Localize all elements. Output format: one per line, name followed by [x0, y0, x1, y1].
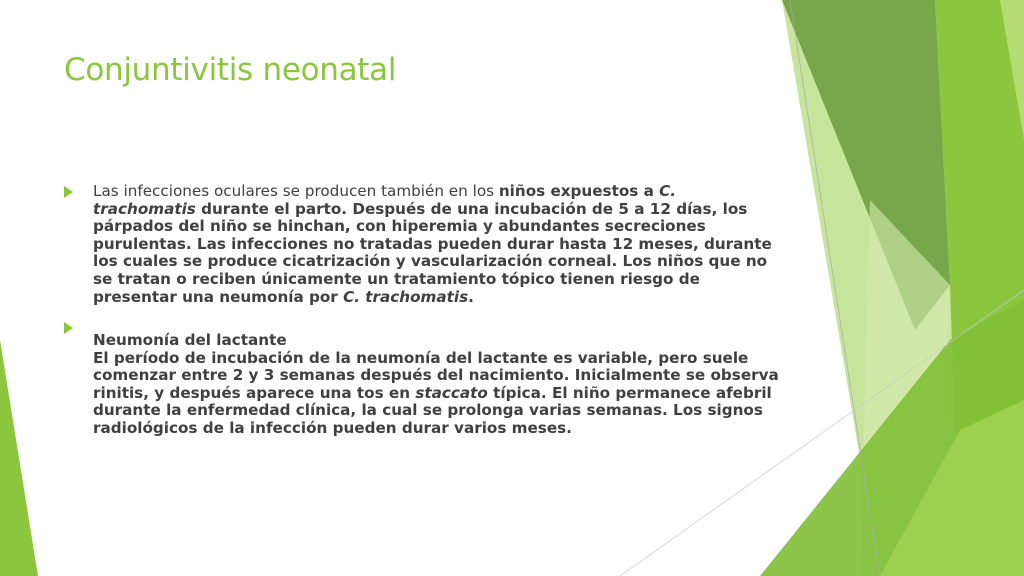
- bullet-1-text: [93, 183, 784, 306]
- bullet-1-species-a: C. trachomatis: [93, 182, 677, 218]
- bullet-arrow-icon: [64, 186, 73, 198]
- slide-title: Conjuntivitis neonatal: [64, 52, 397, 88]
- bullet-arrow-icon: [64, 322, 73, 334]
- bullet-1-species-b: C. trachomatis: [343, 287, 469, 306]
- bullet-item-1: [64, 183, 784, 306]
- bullet-1-lead: Las infecciones oculares se producen también en los: [93, 182, 499, 200]
- bullet-1-end: .: [468, 287, 474, 306]
- bullet-2-body-a: El período de incubación de la neumonía del lactante es variable, pero suele comenzar entre 2 y 3 semanas después del nacimiento. Inicialmente se observa rinitis, y después aparece una tos en: [93, 348, 779, 402]
- bullet-1-body: durante el parto. Después de una incubación de 5 a 12 días, los párpados del niño se hinchan, con hiperemia y abundantes secreciones purulentas. Las infecciones no tratadas pueden durar hasta 12 meses, durante los cuales se produce cicatrización y vascularización corneal. Los niños que no se tratan o reciben únicamente un tratamiento tópico tienen riesgo de presentar una neumonía por: [93, 199, 772, 306]
- bullet-2-italic: staccato: [415, 383, 488, 402]
- bullet-item-2: [64, 319, 784, 438]
- bullet-2-heading: Neumonía del lactante: [93, 331, 287, 349]
- bullet-2-body: [93, 350, 784, 438]
- left-green-shape: [0, 340, 38, 576]
- bullet-2-body-b: típica. El niño permanece afebril durante la enfermedad clínica, la cual se prolonga varias semanas. Los signos radiológicos de la infección pueden durar varios meses.: [93, 383, 772, 437]
- bullet-2-text: [93, 332, 784, 438]
- bullet-1-bold: niños expuestos a: [498, 182, 660, 200]
